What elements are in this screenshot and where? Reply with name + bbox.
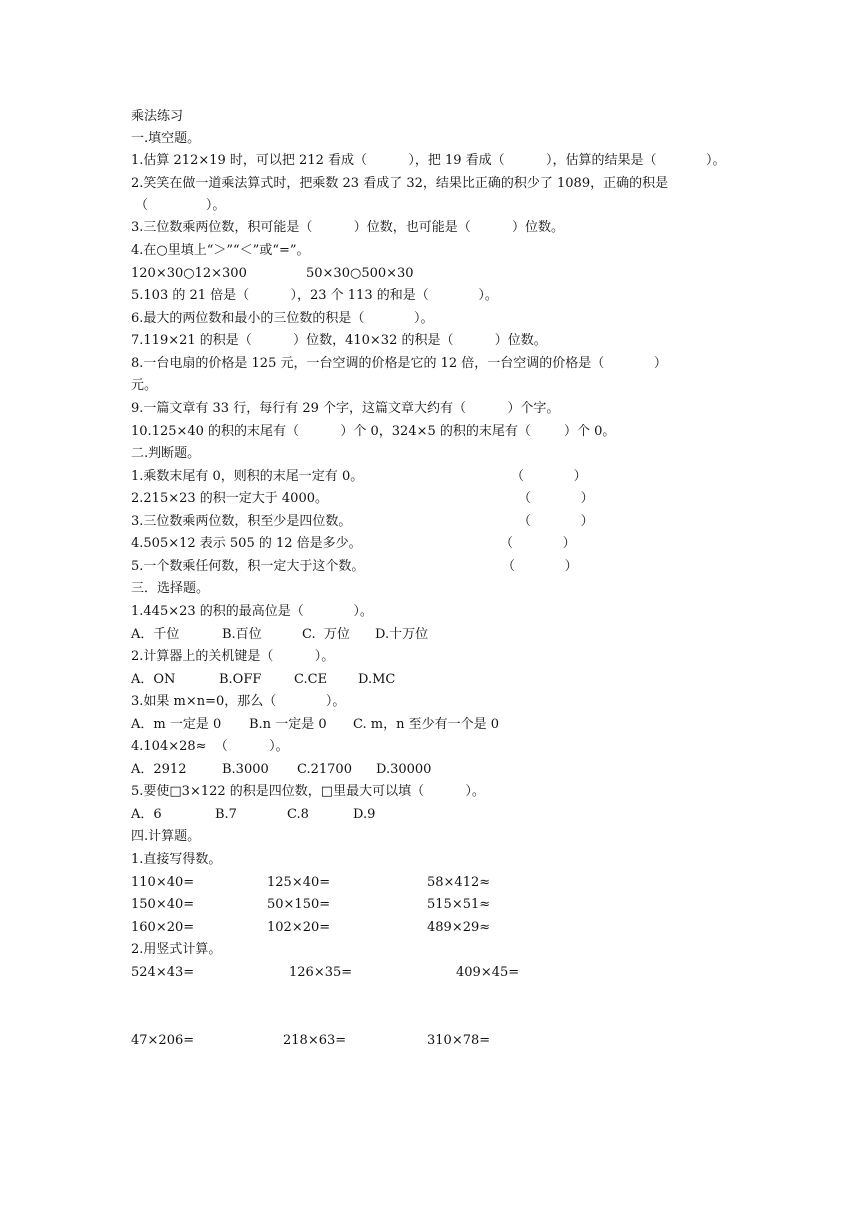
oral-item: 58×412≈ bbox=[427, 875, 491, 890]
choice-2-option-c: C.CE bbox=[294, 672, 328, 687]
section-heading-calc: 四.计算题。 bbox=[131, 829, 201, 844]
compare-expression-2: 50×30○500×30 bbox=[306, 266, 414, 281]
judge-item-3: 3.三位数乘两位数，积至少是四位数。 bbox=[131, 514, 352, 529]
fill-question-9: 9.一篇文章有 33 行，每行有 29 个字，这篇文章大约有（ ）个字。 bbox=[131, 401, 560, 416]
oral-item: 515×51≈ bbox=[427, 897, 491, 912]
judge-item-3-paren: （ ） bbox=[518, 514, 594, 529]
oral-item: 160×20= bbox=[131, 920, 195, 935]
choice-4-option-c: C.21700 bbox=[297, 762, 352, 777]
choice-5-option-a: A．6 bbox=[131, 807, 162, 822]
oral-item: 50×150= bbox=[267, 897, 331, 912]
choice-2-option-a: A．ON bbox=[131, 672, 176, 687]
judge-item-4-paren: （ ） bbox=[500, 536, 576, 551]
fill-question-8-cont: 元。 bbox=[131, 378, 158, 393]
page-title: 乘法练习 bbox=[131, 109, 184, 124]
section-heading-choice: 三．选择题。 bbox=[131, 581, 210, 596]
judge-item-5-paren: （ ） bbox=[502, 559, 578, 574]
fill-question-2-cont: （ ）。 bbox=[135, 198, 226, 213]
vertical-item: 47×206= bbox=[131, 1033, 195, 1048]
choice-5-option-c: C.8 bbox=[287, 807, 309, 822]
choice-question-2: 2.计算器上的关机键是（ ）。 bbox=[131, 649, 335, 664]
calc-sub-vertical: 2.用竖式计算。 bbox=[131, 942, 222, 957]
vertical-item: 409×45= bbox=[456, 965, 520, 980]
choice-3-option-c: C. m，n 至少有一个是 0 bbox=[353, 717, 499, 732]
choice-4-option-a: A．2912 bbox=[131, 762, 187, 777]
calc-sub-oral: 1.直接写得数。 bbox=[131, 852, 222, 867]
choice-1-option-d: D.十万位 bbox=[375, 627, 429, 642]
fill-question-6: 6.最大的两位数和最小的三位数的积是（ ）。 bbox=[131, 311, 434, 326]
choice-question-4: 4.104×28≈ （ ）。 bbox=[131, 739, 289, 754]
vertical-item: 310×78= bbox=[427, 1033, 491, 1048]
vertical-item: 126×35= bbox=[289, 965, 353, 980]
choice-question-1: 1.445×23 的积的最高位是（ ）。 bbox=[131, 604, 373, 619]
oral-item: 110×40= bbox=[131, 875, 195, 890]
judge-item-1: 1.乘数末尾有 0，则积的末尾一定有 0。 bbox=[131, 469, 364, 484]
oral-item: 150×40= bbox=[131, 897, 195, 912]
fill-question-2: 2.笑笑在做一道乘法算式时，把乘数 23 看成了 32，结果比正确的积少了 1089，正确的积是 bbox=[131, 176, 669, 191]
choice-question-5: 5.要使□3×122 的积是四位数，□里最大可以填（ ）。 bbox=[131, 784, 485, 799]
oral-item: 489×29≈ bbox=[427, 920, 491, 935]
fill-question-10: 10.125×40 的积的末尾有（ ）个 0，324×5 的积的末尾有（ ）个 0。 bbox=[131, 424, 616, 439]
choice-3-option-a: A．m 一定是 0 bbox=[131, 717, 222, 732]
choice-1-option-a: A．千位 bbox=[131, 627, 180, 642]
fill-question-7: 7.119×21 的积是（ ）位数，410×32 的积是（ ）位数。 bbox=[131, 333, 547, 348]
choice-4-option-d: D.30000 bbox=[376, 762, 432, 777]
choice-5-option-d: D.9 bbox=[353, 807, 376, 822]
judge-item-1-paren: （ ） bbox=[511, 469, 587, 484]
vertical-item: 524×43= bbox=[131, 965, 195, 980]
vertical-item: 218×63= bbox=[283, 1033, 347, 1048]
oral-item: 102×20= bbox=[267, 920, 331, 935]
choice-3-option-b: B.n 一定是 0 bbox=[249, 717, 327, 732]
fill-question-3: 3.三位数乘两位数，积可能是（ ）位数，也可能是（ ）位数。 bbox=[131, 220, 565, 235]
fill-question-8: 8.一台电扇的价格是 125 元，一台空调的价格是它的 12 倍，一台空调的价格是（ ） bbox=[131, 356, 667, 371]
choice-question-3: 3.如果 m×n=0，那么（ ）。 bbox=[131, 694, 346, 709]
fill-question-1: 1.估算 212×19 时，可以把 212 看成（ ），把 19 看成（ ），估算的结果是（ ）。 bbox=[131, 153, 726, 168]
choice-2-option-b: B.OFF bbox=[219, 672, 262, 687]
compare-expression-1: 120×30○12×300 bbox=[131, 266, 247, 281]
fill-question-4: 4.在○里填上“＞”“＜”或“=”。 bbox=[131, 243, 310, 258]
section-heading-fill: 一.填空题。 bbox=[131, 131, 201, 146]
choice-1-option-b: B.百位 bbox=[222, 627, 262, 642]
judge-item-2: 2.215×23 的积一定大于 4000。 bbox=[131, 491, 328, 506]
oral-item: 125×40= bbox=[267, 875, 331, 890]
judge-item-4: 4.505×12 表示 505 的 12 倍是多少。 bbox=[131, 536, 362, 551]
choice-1-option-c: C. 万位 bbox=[302, 627, 350, 642]
choice-2-option-d: D.MC bbox=[358, 672, 396, 687]
choice-4-option-b: B.3000 bbox=[222, 762, 269, 777]
section-heading-judge: 二.判断题。 bbox=[131, 446, 201, 461]
fill-question-5: 5.103 的 21 倍是（ ），23 个 113 的和是（ ）。 bbox=[131, 288, 498, 303]
judge-item-2-paren: （ ） bbox=[518, 491, 594, 506]
choice-5-option-b: B.7 bbox=[215, 807, 237, 822]
judge-item-5: 5.一个数乘任何数，积一定大于这个数。 bbox=[131, 559, 365, 574]
